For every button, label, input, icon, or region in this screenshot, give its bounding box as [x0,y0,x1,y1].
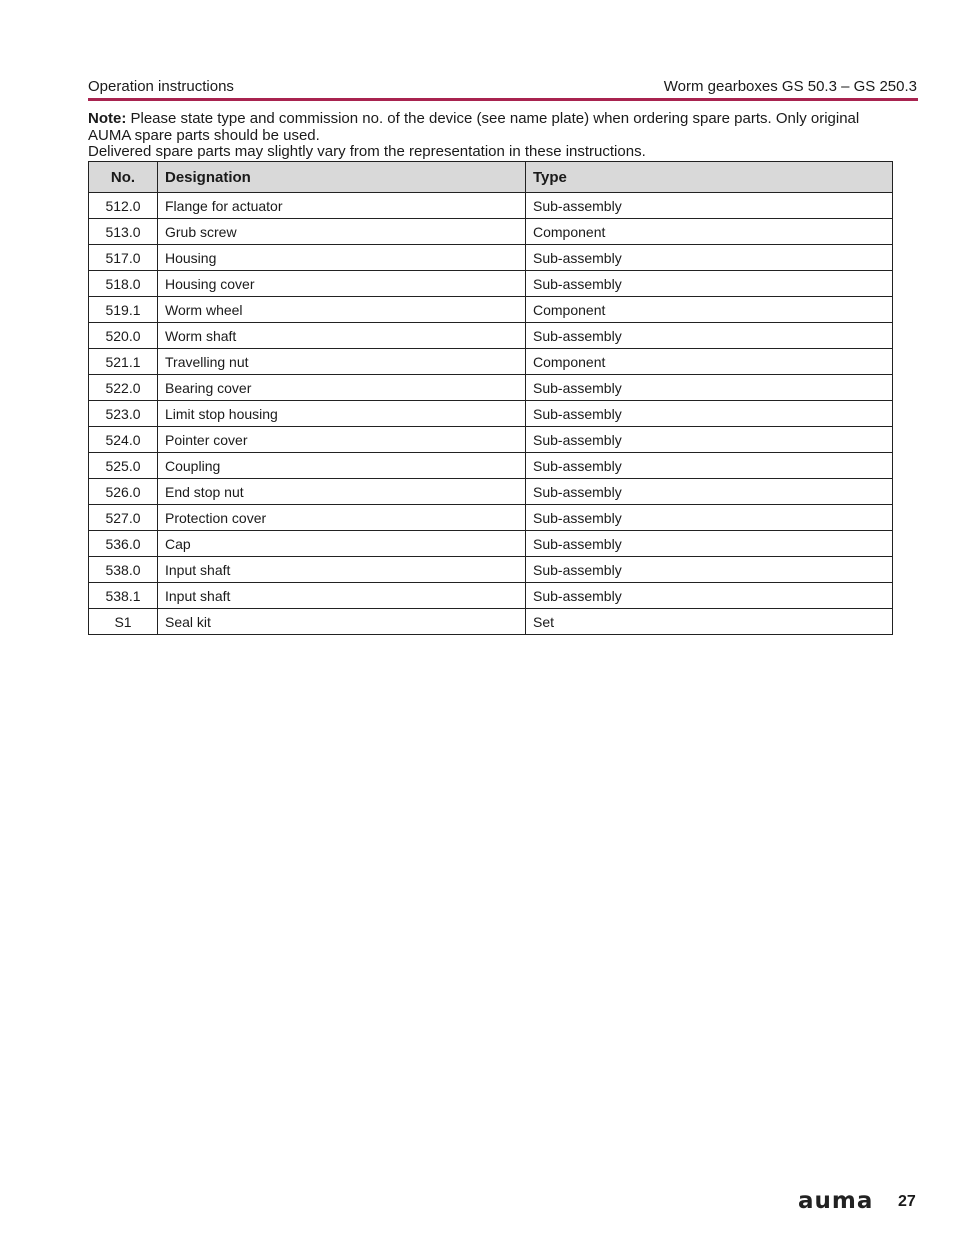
part-designation: Coupling [158,453,526,479]
part-type: Set [526,609,893,635]
part-type: Sub-assembly [526,453,893,479]
table-row [89,375,893,401]
part-type: Component [526,219,893,245]
table-row [89,349,893,375]
note-label: Note: [88,110,127,127]
part-number: 538.0 [89,557,158,583]
table-row [89,193,893,219]
part-designation: Flange for actuator [158,193,526,219]
part-number: S1 [89,609,158,635]
part-number: 512.0 [89,193,158,219]
table-row [89,479,893,505]
table-header-row [89,162,893,193]
table-row [89,609,893,635]
table-row [89,453,893,479]
spare-parts-table [88,161,893,635]
part-type: Component [526,349,893,375]
part-number: 536.0 [89,531,158,557]
part-designation: Housing [158,245,526,271]
part-designation: End stop nut [158,479,526,505]
part-designation: Cap [158,531,526,557]
part-type: Sub-assembly [526,531,893,557]
part-designation: Grub screw [158,219,526,245]
table-row [89,427,893,453]
part-type: Sub-assembly [526,583,893,609]
note-text-line2: Delivered spare parts may slightly vary from the representation in these instructions. [88,143,646,160]
table-row [89,297,893,323]
part-type: Sub-assembly [526,375,893,401]
table-row [89,323,893,349]
page-header [88,76,917,98]
part-designation: Housing cover [158,271,526,297]
part-designation: Limit stop housing [158,401,526,427]
part-number: 522.0 [89,375,158,401]
column-header-type: Type [526,162,893,193]
part-number: 526.0 [89,479,158,505]
part-type: Sub-assembly [526,193,893,219]
part-type: Sub-assembly [526,271,893,297]
column-header-designation: Designation [158,162,526,193]
part-number: 520.0 [89,323,158,349]
part-number: 524.0 [89,427,158,453]
document-type: Operation instructions [88,78,234,95]
table-row [89,531,893,557]
part-number: 525.0 [89,453,158,479]
table-row [89,219,893,245]
part-designation: Protection cover [158,505,526,531]
part-type: Sub-assembly [526,245,893,271]
part-number: 521.1 [89,349,158,375]
note-text: Please state type and commission no. of the device (see name plate) when ordering spare parts. Only original AUMA spare parts should be used. [88,110,860,144]
part-designation: Input shaft [158,557,526,583]
part-number: 538.1 [89,583,158,609]
table-row [89,583,893,609]
part-type: Sub-assembly [526,505,893,531]
header-divider [88,98,918,101]
part-type: Component [526,297,893,323]
table-row [89,245,893,271]
table-row [89,271,893,297]
part-number: 527.0 [89,505,158,531]
part-type: Sub-assembly [526,401,893,427]
column-header-no: No. [89,162,158,193]
part-number: 519.1 [89,297,158,323]
part-number: 518.0 [89,271,158,297]
table-row [89,401,893,427]
part-type: Sub-assembly [526,479,893,505]
table-row [89,557,893,583]
part-number: 523.0 [89,401,158,427]
part-type: Sub-assembly [526,557,893,583]
part-designation: Seal kit [158,609,526,635]
part-designation: Travelling nut [158,349,526,375]
part-designation: Pointer cover [158,427,526,453]
document-title: Worm gearboxes GS 50.3 – GS 250.3 [663,78,917,95]
part-type: Sub-assembly [526,427,893,453]
page-number: 27 [898,1193,916,1210]
part-number: 513.0 [89,219,158,245]
table-row [89,505,893,531]
part-type: Sub-assembly [526,323,893,349]
part-designation: Input shaft [158,583,526,609]
auma-logo: auma [798,1188,874,1214]
part-designation: Worm wheel [158,297,526,323]
part-designation: Bearing cover [158,375,526,401]
part-designation: Worm shaft [158,323,526,349]
note-paragraph [88,111,898,161]
part-number: 517.0 [89,245,158,271]
